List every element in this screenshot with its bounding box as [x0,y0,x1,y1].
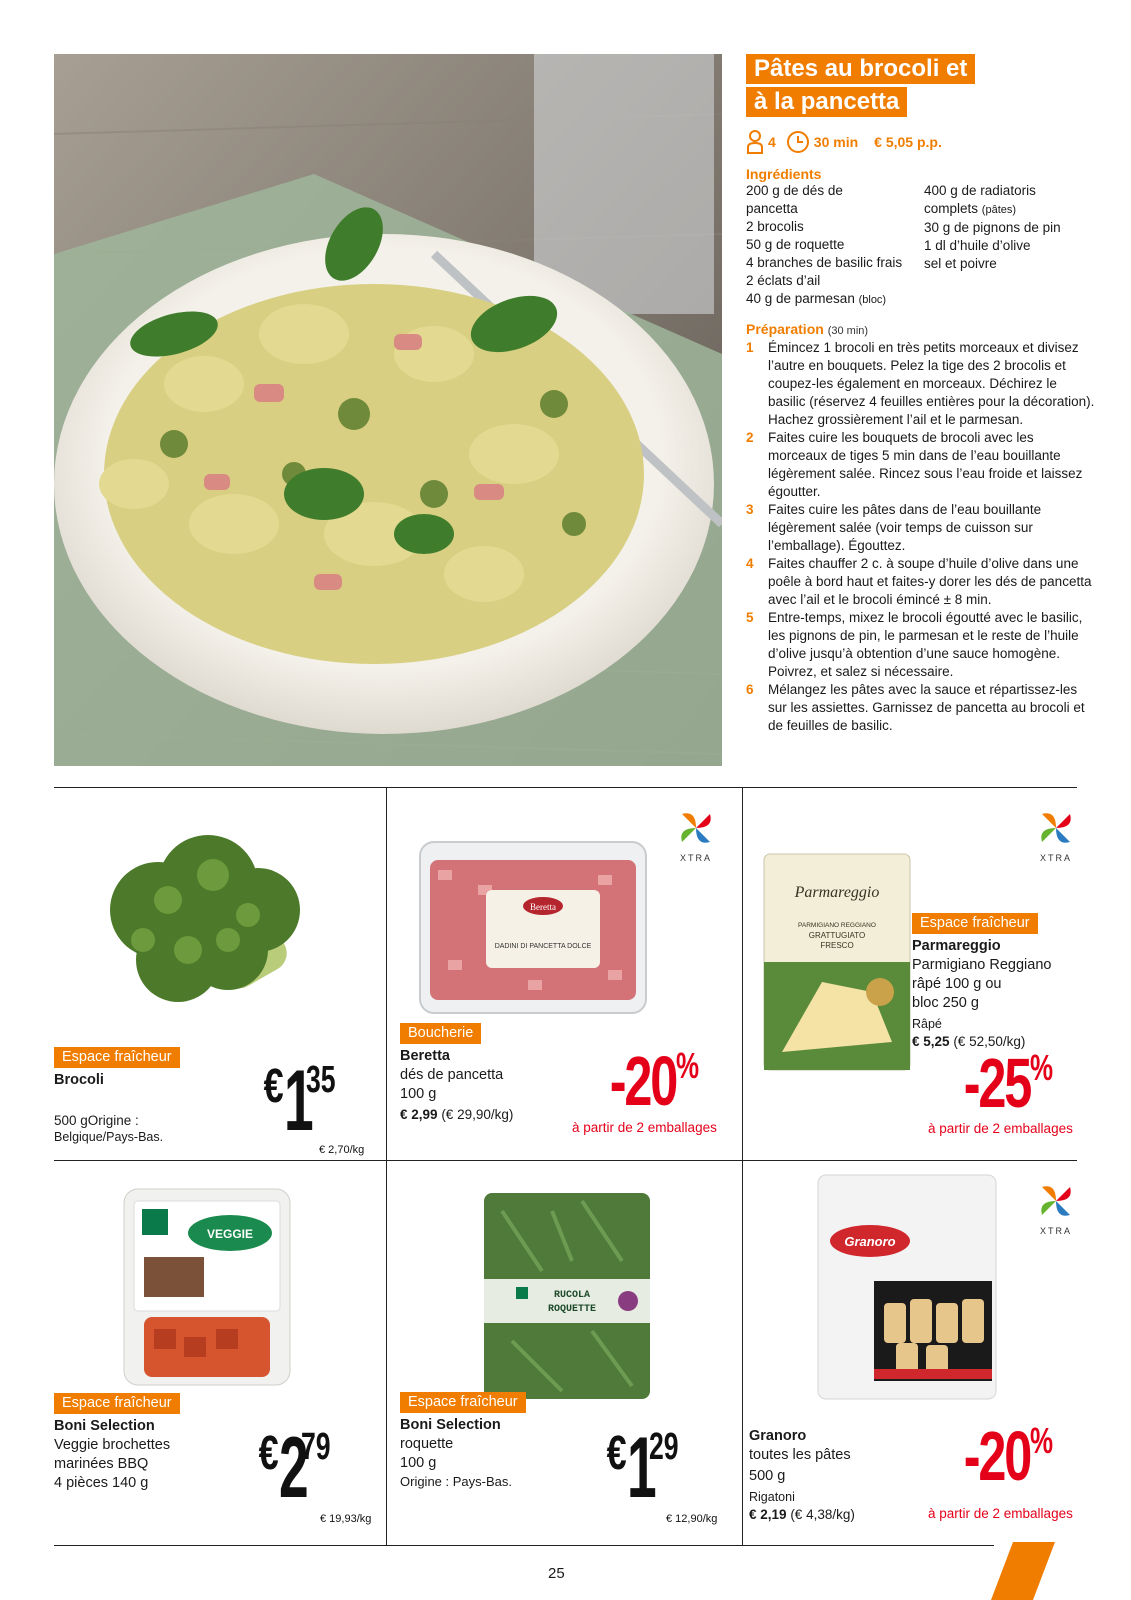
price-tag [600,1420,718,1525]
grid-divider [386,787,387,1545]
category-badge: Espace fraîcheur [54,1393,180,1414]
unit-price: € 12,90/kg [666,1513,718,1525]
product-desc: marinées BBQ [54,1456,149,1472]
xtra-logo [674,810,718,863]
unit-price: (€ 52,50/kg) [953,1034,1026,1049]
xtra-logo [1034,810,1078,863]
step-text: Entre-temps, mixez le brocoli égoutté avec le basilic, les pignons de pin, le parmesan et le reste de l’huile d’olive jusqu’à obtention d’une sauce homogène. Poivrez, et salez si nécessaire. [768,610,1083,679]
step-item [746,609,1096,681]
category-badge: Boucherie [400,1023,481,1044]
product-desc: Veggie brochettes [54,1437,171,1453]
ingredient-item: 30 g de pignons de pin [924,220,1061,235]
price-euro: € [606,1427,627,1480]
product-beretta[interactable] [388,790,740,1158]
pack-line: RUCOLA [553,1290,591,1301]
preparation-heading [746,321,1096,337]
product-price: € 2,99 [400,1107,438,1122]
grid-divider [54,1545,994,1546]
price-decimal: 29 [648,1426,679,1468]
ingredient-item: 1 dl d’huile d’olive [924,238,1031,253]
corner-stripe-decoration [991,1542,1055,1600]
ingredient-complets: complets [924,201,979,216]
product-desc: roquette [400,1436,454,1452]
unit-price: € 19,93/kg [320,1513,372,1525]
step-text: Faites cuire les pâtes dans de l’eau bouillante légèrement salée (voir temps de cuisson sur l’emballage). Égouttez. [768,502,1042,553]
pack-line: ROQUETTE [547,1304,597,1315]
person-icon [746,130,764,154]
preparation-time: (30 min) [827,325,869,337]
recipe-section [746,54,1096,735]
step-text: Faites cuire les bouquets de brocoli avec les morceaux de tiges 5 min dans de l’eau bouillante légèrement salée. Rincez sous l’eau froide et laissez égoutter. [768,430,1083,499]
preparation-title: Préparation [746,321,824,337]
product-name: Brocoli [54,1072,104,1088]
product-veggie-brochettes[interactable] [54,1163,384,1543]
step-item [746,429,1096,501]
step-number: 1 [746,340,754,355]
ingredient-item [924,200,1092,219]
price-tag [257,1053,365,1156]
parmesan-pack-image [762,852,912,1072]
preparation-steps [746,339,1096,735]
discount-value: -20 [963,1417,1031,1495]
step-text: Mélangez les pâtes avec la sauce et répartissez-les sur les assiettes. Garnissez de pancetta au brocoli et de feuilles de basilic. [768,682,1085,733]
pack-line: FRESCO [820,941,854,950]
unit-price: (€ 4,38/kg) [790,1507,855,1522]
product-desc: Parmigiano Reggiano [912,957,1052,973]
price-euro: € [258,1427,279,1480]
step-item [746,555,1096,609]
pancetta-pack-image [418,840,648,1015]
product-weight: 100 g [400,1086,437,1102]
product-name: Granoro [749,1428,807,1444]
category-badge: Espace fraîcheur [54,1047,180,1068]
ingredient-item: 4 branches de basilic frais [746,255,903,270]
product-desc: toutes les pâtes [749,1447,851,1463]
recipe-cost: € 5,05 p.p. [874,134,942,150]
discount-tag [938,1044,1062,1122]
granoro-pack-image [816,1173,998,1401]
product-roquette[interactable] [388,1163,740,1543]
discount-condition: à partir de 2 emballages [928,1506,1073,1521]
step-number: 3 [746,502,754,517]
discount-condition: à partir de 2 emballages [572,1120,717,1135]
discount-tag [938,1417,1062,1495]
recipe-title-line1: Pâtes au brocoli et [746,54,975,84]
category-badge: Espace fraîcheur [912,913,1038,934]
step-item [746,501,1096,555]
price-integer: 1 [626,1420,654,1516]
broccoli-image [98,830,318,1020]
product-weight: 100 g [400,1455,437,1471]
product-parmareggio[interactable] [744,790,1077,1158]
ingredient-item: 200 g de dés de [746,183,843,198]
ingredients-heading: Ingrédients [746,166,822,182]
pack-brand: Granoro [844,1234,896,1249]
ingredient-item: pancetta [746,201,798,216]
product-origin: Belgique/Pays-Bas. [54,1130,164,1144]
recipe-photo [54,54,722,766]
step-text: Émincez 1 brocoli en très petits morceaux et divisez l’autre en bouquets. Pelez la tige des 2 brocolis et coupez-les également en morceaux. Déchirez le basilic (réservez 4 feuilles entières pour la décoration). Hachez grossièrement l’ail et le parmesan. [768,340,1095,427]
unit-price: (€ 29,90/kg) [441,1107,514,1122]
step-item [746,339,1096,429]
step-item [746,681,1096,735]
xtra-logo [1034,1183,1078,1236]
product-desc: bloc 250 g [912,995,979,1011]
price-tag [252,1420,372,1525]
ingredients-list [746,182,1096,309]
product-origin: Origine : Pays-Bas. [400,1474,512,1489]
discount-percent: % [1030,1047,1054,1088]
product-desc: râpé 100 g ou [912,976,1002,992]
product-weight: 4 pièces 140 g [54,1475,149,1491]
category-badge: Espace fraîcheur [400,1392,526,1413]
ingredient-item: sel et poivre [924,256,997,271]
roquette-bag-image [482,1191,652,1401]
pack-label: VEGGIE [206,1227,254,1241]
product-desc: dés de pancetta [400,1067,504,1083]
price-integer: 1 [283,1053,311,1149]
grid-divider [54,787,1077,788]
xtra-icon [1038,1183,1074,1219]
discount-condition: à partir de 2 emballages [928,1121,1073,1136]
product-price: € 5,25 [912,1034,950,1049]
discount-value: -25 [963,1044,1031,1122]
step-number: 4 [746,556,754,571]
ingredient-parmesan: 40 g de parmesan [746,291,855,306]
xtra-label: XTRA [1039,1226,1072,1236]
xtra-icon [1038,810,1074,846]
ingredient-item: 2 éclats d’ail [746,273,821,288]
ingredient-item: 50 g de roquette [746,237,845,252]
ingredient-note: (bloc) [858,294,887,306]
pack-brand: Beretta [530,902,556,912]
recipe-meta [746,130,1096,154]
ingredient-note: (pâtes) [981,204,1017,216]
product-name: Beretta [400,1048,450,1064]
product-price: € 2,19 [749,1507,787,1522]
page-number: 25 [548,1565,565,1582]
pack-line: GRATTUGIATO [808,931,866,940]
pack-line: PARMIGIANO REGGIANO [798,922,876,929]
step-number: 2 [746,430,754,445]
veggie-pack-image [122,1187,292,1387]
ingredient-item: 400 g de radiatoris [924,183,1036,198]
price-euro: € [263,1060,284,1113]
ingredient-item [746,290,914,309]
clock-icon [786,130,810,154]
recipe-title-line2: à la pancetta [746,87,907,117]
product-variant: Rigatoni [749,1490,795,1504]
discount-tag [584,1042,708,1120]
step-number: 6 [746,682,754,697]
unit-price: € 2,70/kg [319,1144,365,1156]
xtra-icon [678,810,714,846]
product-name: Boni Selection [400,1417,501,1433]
ingredient-item: 2 brocolis [746,219,804,234]
xtra-label: XTRA [679,853,712,863]
product-granoro[interactable] [744,1163,1077,1543]
recipe-time: 30 min [813,134,859,150]
discount-value: -20 [609,1042,677,1120]
product-variant: Râpé [912,1017,942,1031]
recipe-persons: 4 [768,134,776,150]
step-number: 5 [746,610,754,625]
discount-percent: % [676,1045,700,1086]
product-details: 500 gOrigine : [54,1113,139,1128]
pack-label: DADINI DI PANCETTA DOLCE [494,943,592,950]
xtra-label: XTRA [1039,853,1072,863]
grid-divider [54,1160,1077,1161]
product-name: Parmareggio [912,938,1001,954]
step-text: Faites chauffer 2 c. à soupe d’huile d’olive dans une poêle à bord haut et faites-y dorer les dés de pancetta avec l’ail et le brocoli émincé ± 8 min. [768,556,1092,607]
product-name: Boni Selection [54,1418,155,1434]
price-integer: 2 [278,1420,306,1516]
pack-brand: Parmareggio [794,884,880,901]
price-decimal: 35 [305,1059,336,1101]
price-decimal: 79 [300,1426,331,1468]
discount-percent: % [1030,1420,1054,1461]
product-weight: 500 g [749,1468,786,1484]
grid-divider [742,787,743,1545]
product-brocoli[interactable] [54,790,384,1158]
